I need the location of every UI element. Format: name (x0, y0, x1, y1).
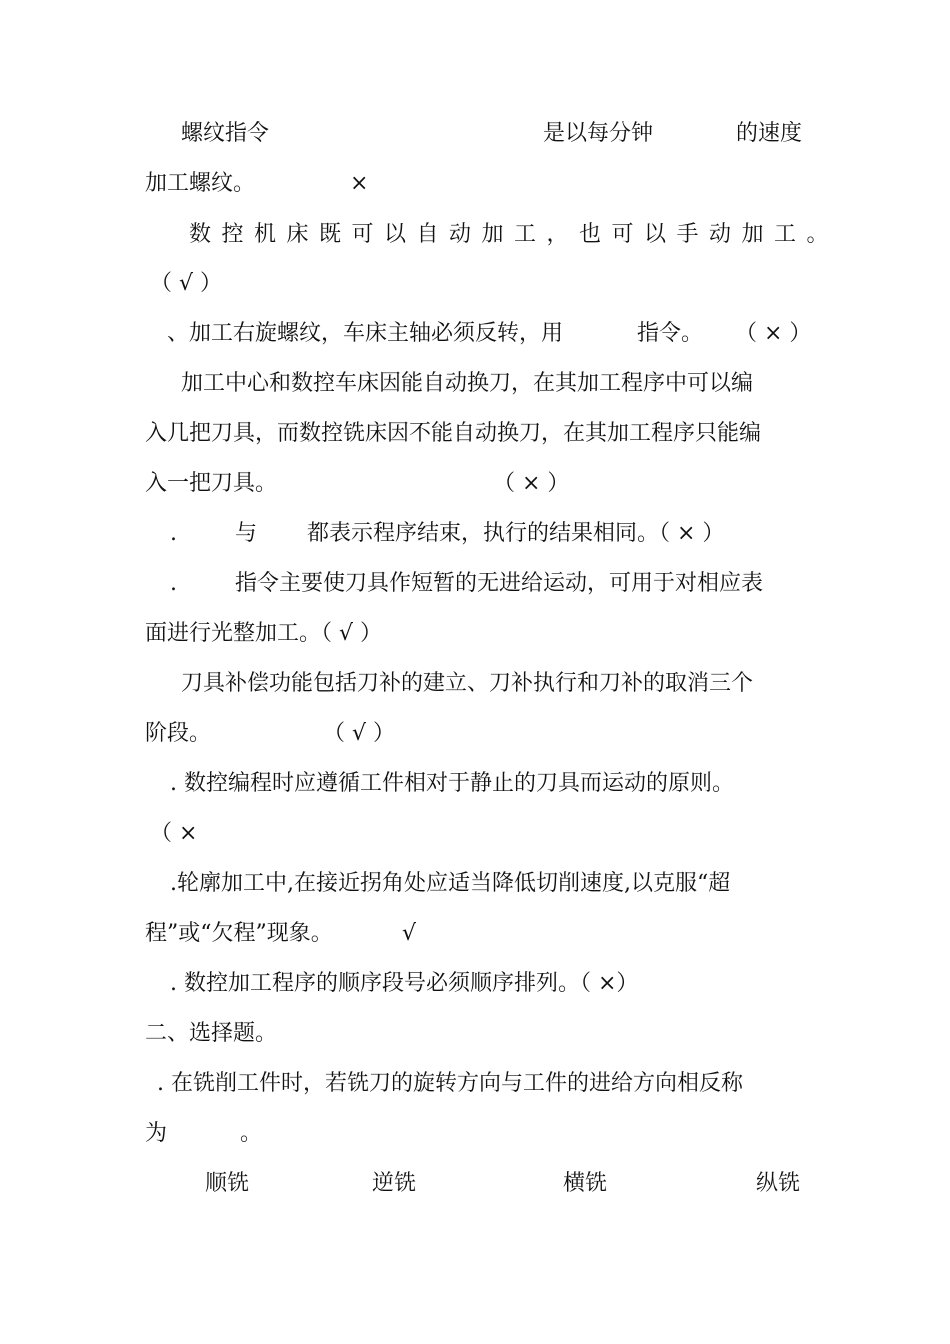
answer-mark: （ √ ） (323, 721, 396, 746)
text-line: 程”或“欠程”现象。 (145, 921, 333, 946)
text-line: 螺纹指令 (181, 121, 270, 146)
question-text: 为 (145, 1121, 168, 1146)
section-heading: 二、选择题。 (145, 1021, 278, 1046)
answer-mark: （ × (150, 821, 198, 846)
text-line: . (170, 521, 177, 546)
answer-mark: （ × ） (493, 471, 570, 496)
choice-option: 顺铣 (205, 1171, 250, 1196)
text-line: . 数控加工程序的顺序段号必须顺序排列。（ ×） (170, 971, 639, 996)
text-line: 刀具补偿功能包括刀补的建立、刀补执行和刀补的取消三个 (181, 671, 754, 696)
answer-mark: √ (402, 921, 417, 946)
answer-mark: × (350, 171, 369, 196)
text-line: 数控机床既可以自动加工，也可以手动加工。 (189, 222, 840, 247)
text-line: 指令主要使刀具作短暂的无进给运动，可用于对相应表 (235, 571, 764, 596)
question-text: 。 (240, 1121, 263, 1146)
text-line: 加工螺纹。 (145, 171, 256, 196)
text-line: 指令。 (637, 321, 704, 346)
text-line: 入几把刀具，而数控铣床因不能自动换刀，在其加工程序只能编 (145, 421, 762, 446)
question-text: . 在铣削工件时，若铣刀的旋转方向与工件的进给方向相反称 (157, 1071, 743, 1096)
text-line: 阶段。 (145, 721, 212, 746)
text-line: .轮廓加工中,在接近拐角处应适当降低切削速度,以克服“超 (170, 871, 731, 896)
answer-mark: （ √ ） (150, 271, 223, 296)
text-line: 入一把刀具。 (145, 471, 278, 496)
text-line: 的速度 (736, 121, 803, 146)
answer-mark: （ × ） (735, 321, 812, 346)
text-line: 加工中心和数控车床因能自动换刀，在其加工程序中可以编 (181, 371, 754, 396)
text-line: . 数控编程时应遵循工件相对于静止的刀具而运动的原则。 (170, 771, 734, 796)
text-line: 与 (235, 521, 258, 546)
text-line: 是以每分钟 (543, 121, 654, 146)
choice-option: 逆铣 (372, 1171, 417, 1196)
choice-option: 纵铣 (756, 1171, 801, 1196)
text-line: 面进行光整加工。（ √ ） (145, 621, 383, 646)
text-line: 都表示程序结束，执行的结果相同。（ × ） (307, 521, 725, 546)
text-line: 、加工右旋螺纹，车床主轴必须反转，用 (167, 321, 564, 346)
choice-option: 横铣 (563, 1171, 608, 1196)
text-line: . (170, 571, 177, 596)
